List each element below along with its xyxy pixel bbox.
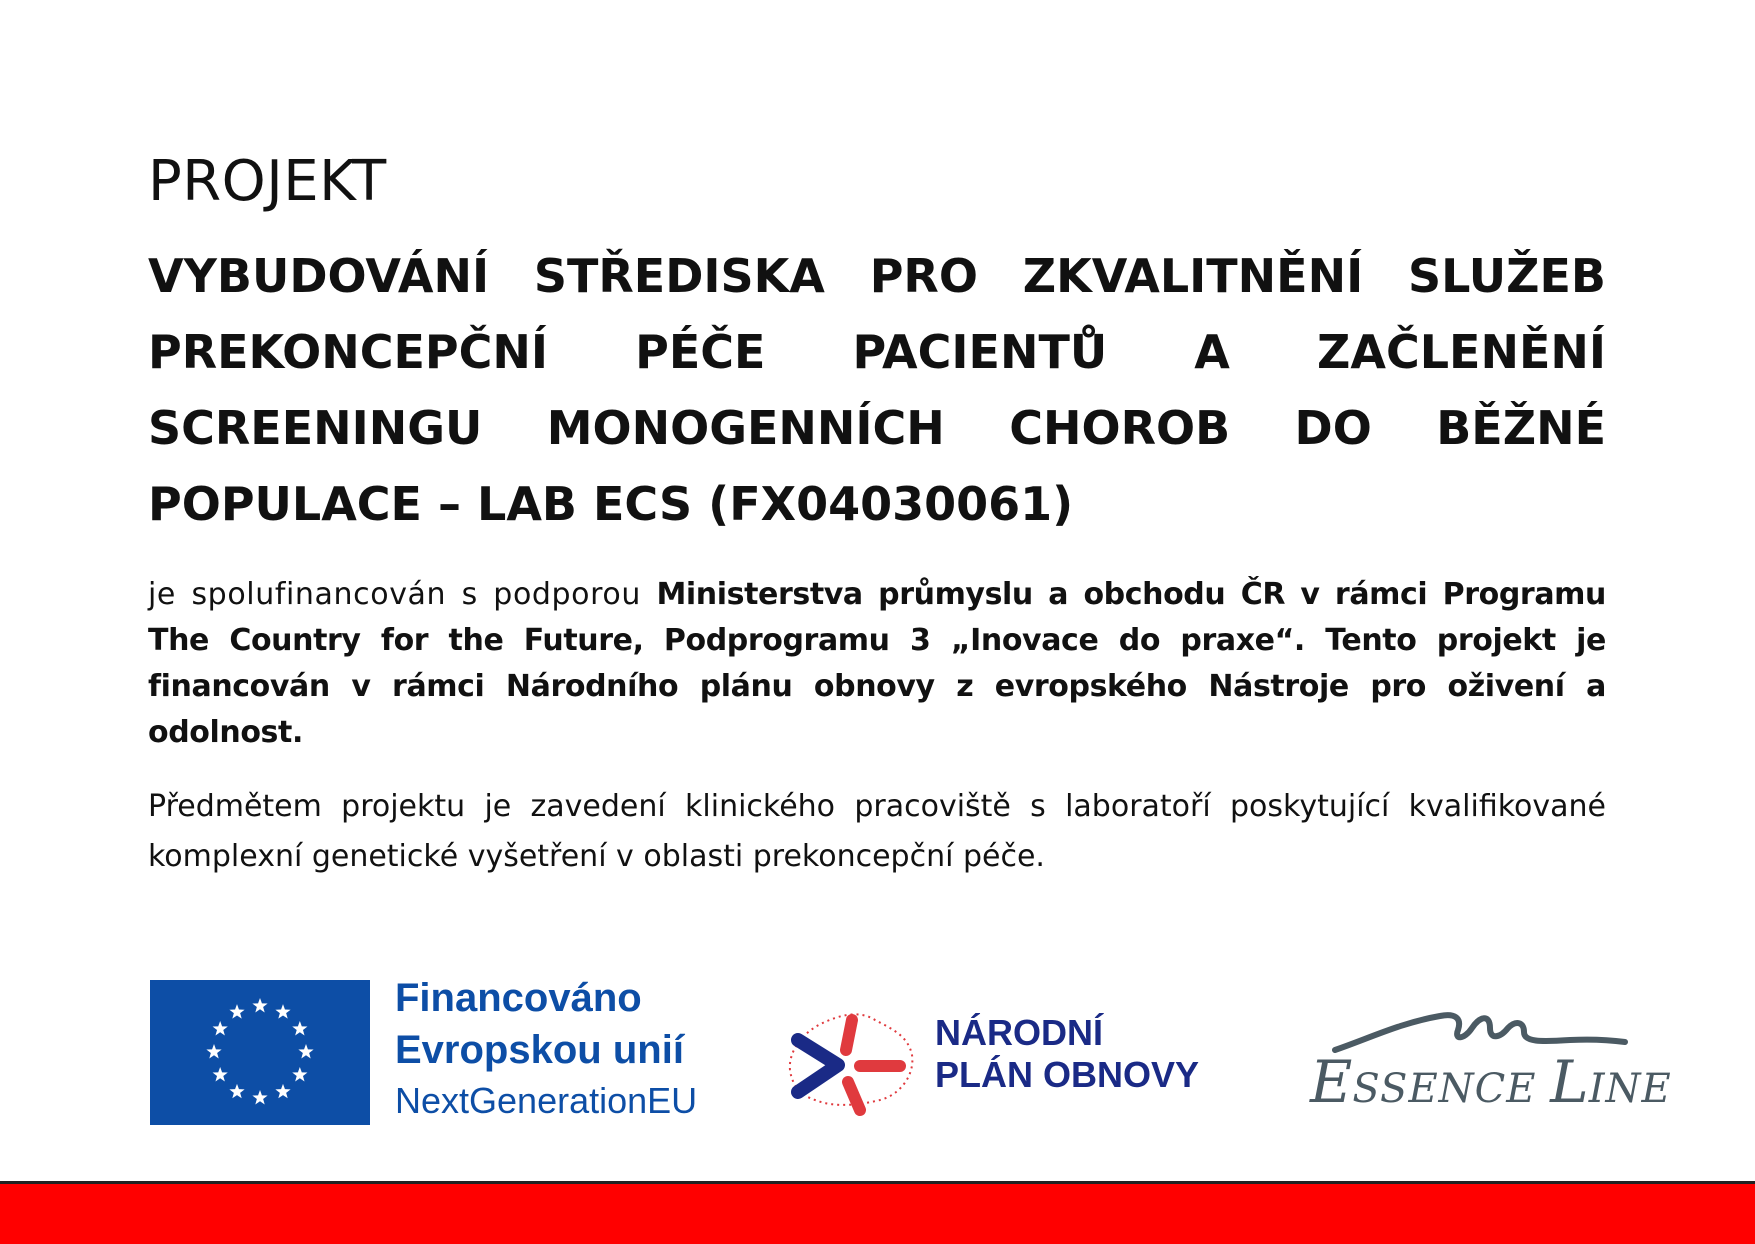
funding-paragraph (148, 572, 1606, 756)
essence-e: E (1310, 1048, 1353, 1116)
essence-l: L (1550, 1048, 1589, 1116)
npo-line-narodni: NÁRODNÍ (935, 1012, 1103, 1053)
essence-wordmark (1310, 1048, 1672, 1116)
eu-star-icon (229, 1084, 244, 1098)
eu-star-icon (213, 1021, 228, 1035)
logo-row (0, 960, 1755, 1140)
essence-ine: INE (1588, 1066, 1672, 1112)
footer-red-bar (0, 1181, 1755, 1244)
npo-line-plan-obnovy: PLÁN OBNOVY (935, 1054, 1200, 1095)
eu-star-icon (229, 1004, 244, 1018)
eu-star-icon (292, 1067, 307, 1081)
eu-star-icon (298, 1044, 313, 1058)
main-content (148, 150, 1606, 882)
eu-flag-icon (150, 980, 370, 1125)
funding-strong: Ministerstva průmyslu a obchodu ČR v rámci Programu The Country for the Future, Podprogramu 3 „Inovace do praxe“. Tento projekt je financován v rámci Národního plánu obnovy z evropského Nástroje pro oživení a odolnost. (148, 577, 1606, 751)
eu-line-nextgenerationeu: NextGenerationEU (395, 1080, 698, 1121)
npo-text (935, 1012, 1199, 1096)
funding-lead: je spolufinancován s podporou (148, 577, 657, 613)
eu-star-icon (275, 1004, 290, 1018)
eu-star-icon (206, 1044, 221, 1058)
eu-line-financovano: Financováno (395, 976, 642, 1020)
eu-stars-icon (150, 980, 370, 1125)
eu-star-icon (292, 1021, 307, 1035)
project-title: VYBUDOVÁNÍ STŘEDISKA PRO ZKVALITNĚNÍ SLUŽEB PREKONCEPČNÍ PÉČE PACIENTŮ A ZAČLENĚNÍ SCREENINGU MONOGENNÍCH CHOROB DO BĚŽNÉ POPULACE – LAB ECS (FX04030061) (148, 249, 1606, 532)
eu-star-icon (275, 1084, 290, 1098)
npo-logo (780, 1000, 1220, 1120)
project-description: Předmětem projektu je zavedení klinického pracoviště s laboratoří poskytující kvalifikované komplexní genetické vyšetření v oblasti prekoncepční péče. (148, 789, 1606, 875)
eu-line-evropskou-unii: Evropskou unií (395, 1028, 684, 1072)
essence-ssence: SSENCE (1352, 1066, 1551, 1112)
npo-mark-icon (780, 1000, 920, 1120)
essence-line-logo (1310, 998, 1672, 1118)
kicker-label: PROJEKT (148, 149, 387, 214)
eu-star-icon (252, 1090, 267, 1104)
eu-logo (150, 976, 720, 1125)
eu-text (395, 972, 697, 1126)
eu-star-icon (252, 998, 267, 1012)
eu-star-icon (213, 1067, 228, 1081)
